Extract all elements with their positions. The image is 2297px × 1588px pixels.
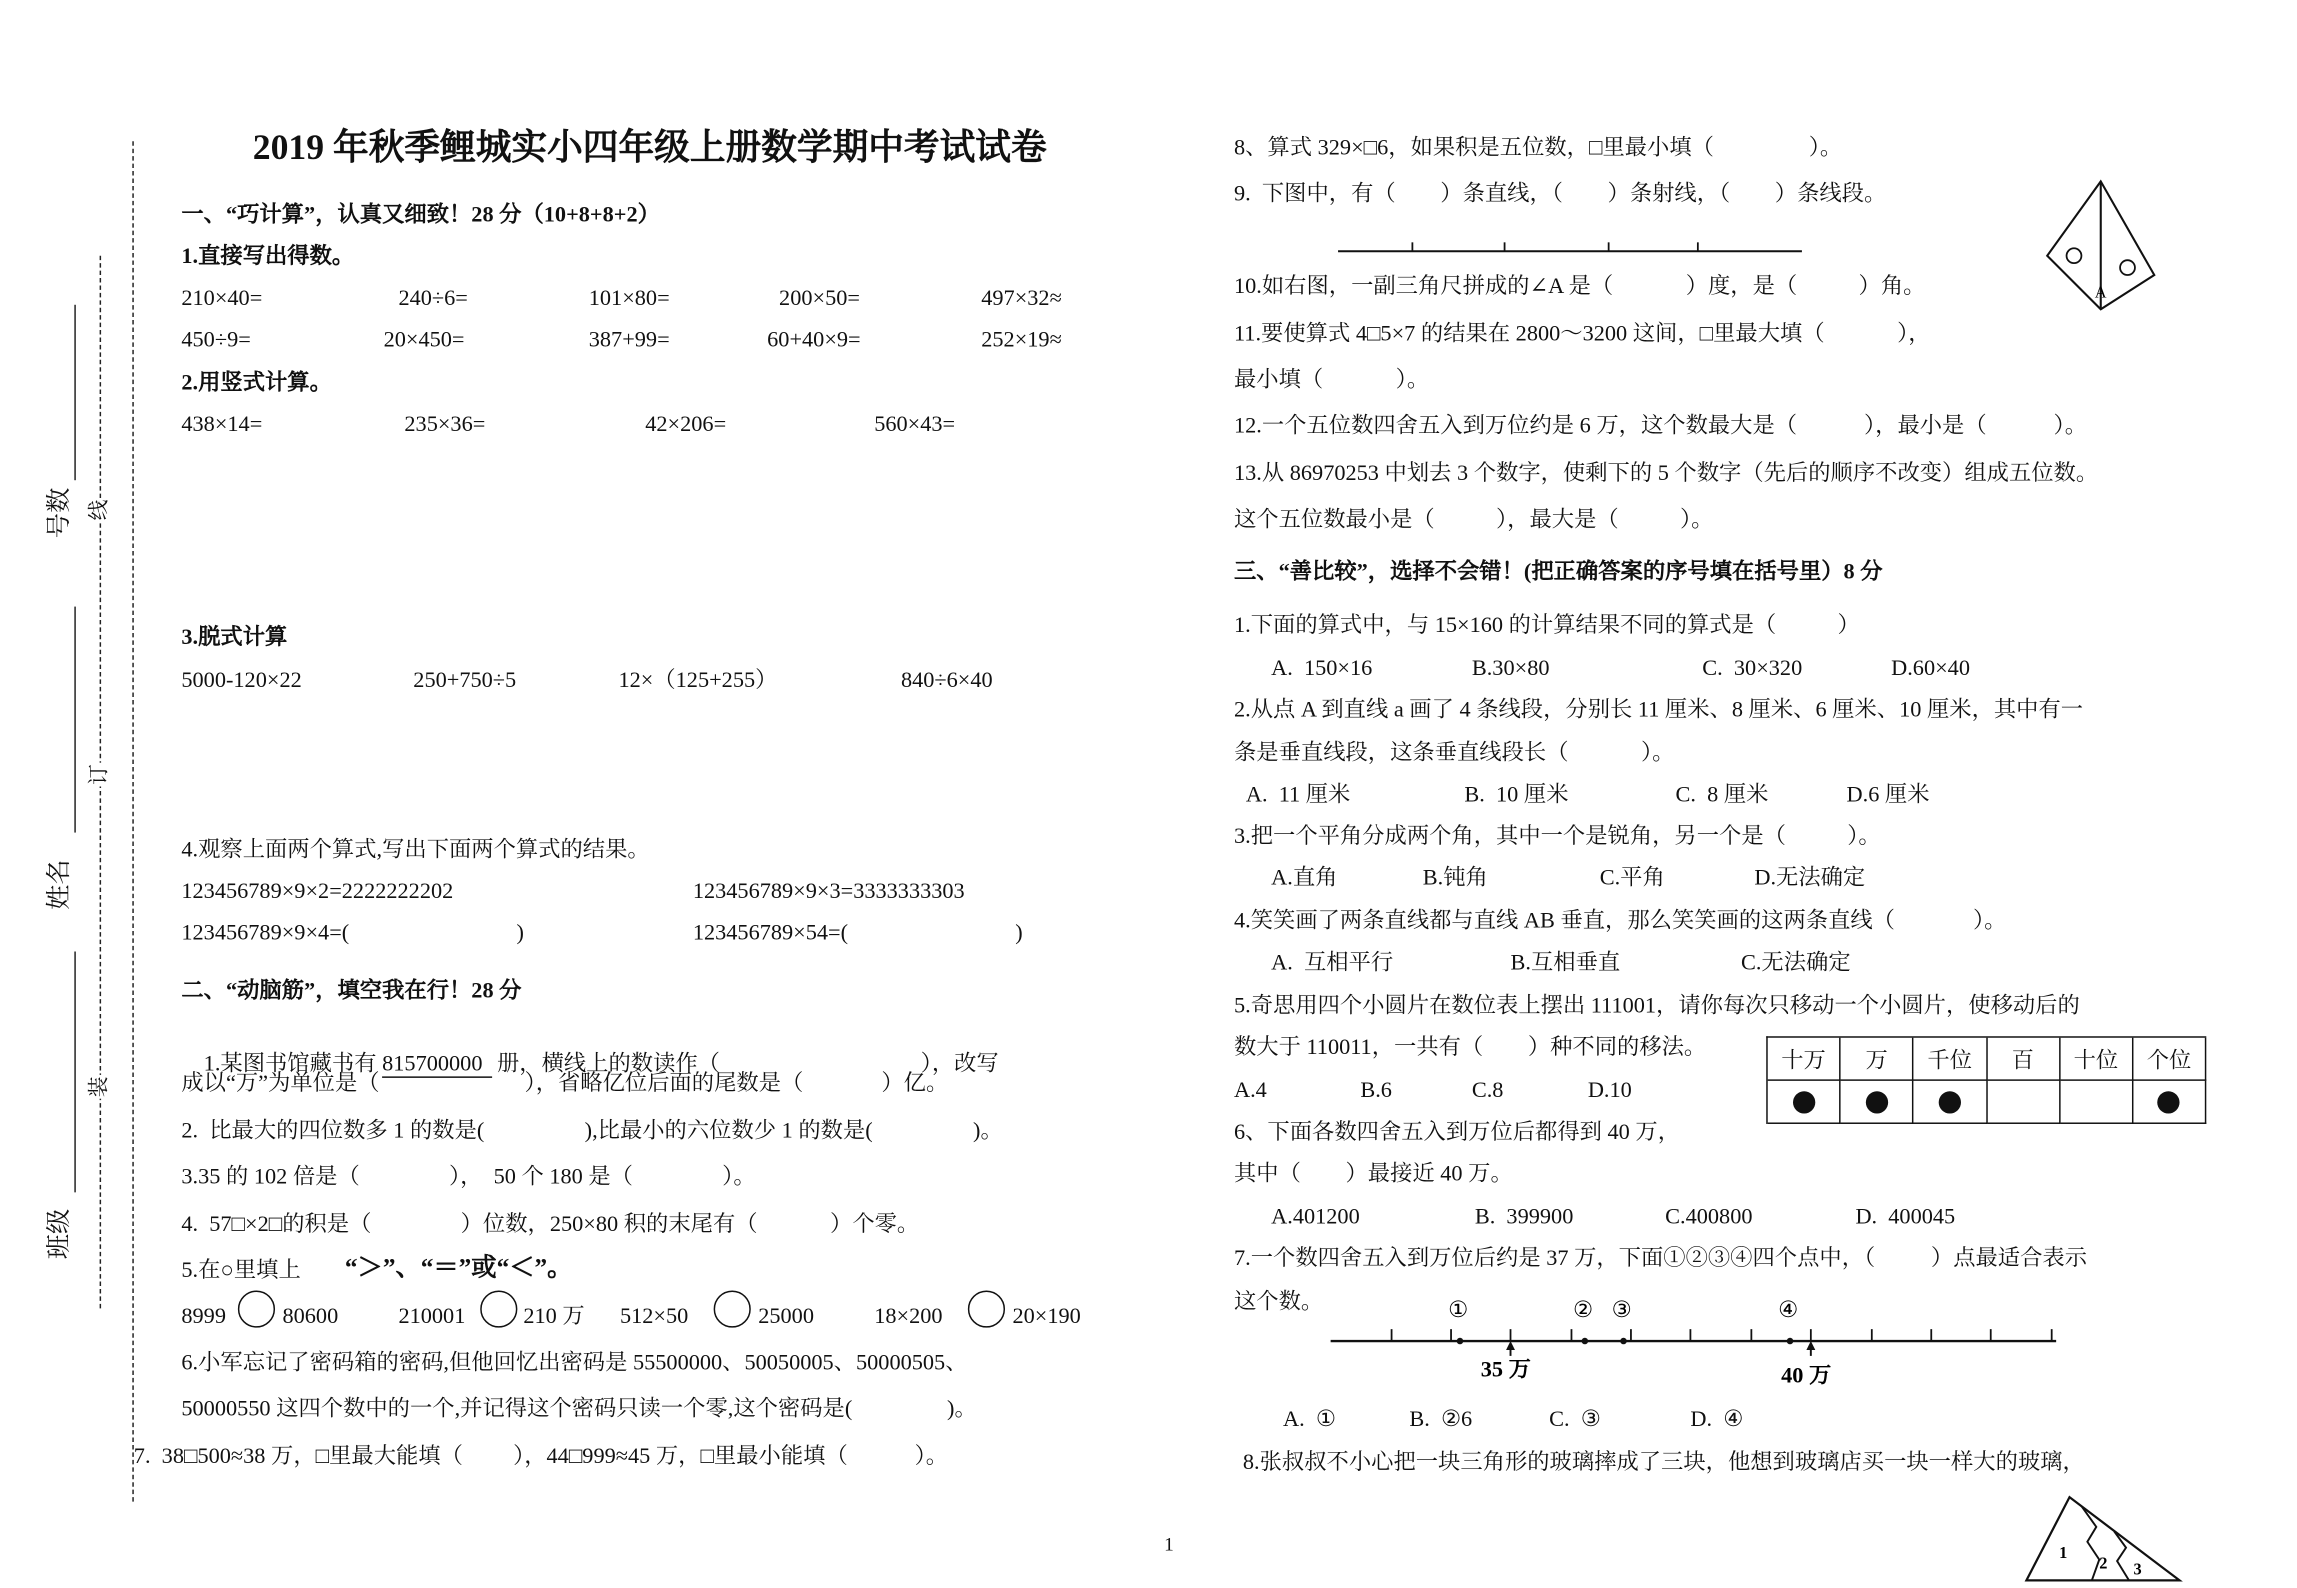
compare-left: 18×200 — [874, 1305, 943, 1330]
section3-heading: 三、“善比较”，选择不会错！(把正确答案的序号填在括号里）8 分 — [1233, 560, 1883, 585]
choice-option: C. ③ — [1549, 1407, 1601, 1432]
fill-q11-line1: 11.要使算式 4□5×7 的结果在 2800～3200 这间，□里最大填（ ）， — [1233, 322, 1931, 347]
fill-q10: 10.如右图，一副三角尺拼成的∠A 是（ ）度，是（ ）角。 — [1233, 275, 1926, 299]
line-figure — [1335, 230, 1805, 260]
vertical-item: 42×206= — [645, 413, 727, 438]
section2-heading: 二、“动脑筋”，填空我在行！28 分 — [181, 979, 522, 1004]
choice-option: B.6 — [1360, 1079, 1392, 1104]
oral-item: 200×50= — [779, 286, 860, 311]
choice-option: D.无法确定 — [1754, 866, 1866, 891]
fill-q7: 7. 38□500≈38 万，□里最大能填（ ），44□999≈45 万，□里最小能填（ ）。 — [133, 1445, 949, 1469]
fill-q5-prefix: 5.在○里填上 — [181, 1259, 301, 1284]
choice-q5-stem: 5.奇思用四个小圆片在数位表上摆出 111001，请你每次只移动一个小圆片，使移动后的 — [1233, 994, 2080, 1019]
place-value-slot — [1987, 1081, 2060, 1124]
stepwise-calc-heading: 3.脱式计算 — [181, 625, 288, 650]
place-value-header: 万 — [1841, 1038, 1914, 1081]
compare-left: 210001 — [398, 1305, 466, 1330]
place-value-slot — [1768, 1081, 1841, 1124]
page-number: 1 — [1164, 1532, 1174, 1556]
counter-chip — [1792, 1091, 1814, 1113]
choice-q8-stem: 8.张叔叔不小心把一块三角形的玻璃摔成了三块，他想到玻璃店买一块一样大的玻璃， — [1242, 1451, 2085, 1475]
oral-item: 60+40×9= — [767, 328, 861, 353]
piece-label: 1 — [2059, 1543, 2068, 1563]
pattern-given: 123456789×9×2=2222222202 — [181, 880, 454, 904]
binding-mark-line: 线 — [86, 498, 116, 522]
place-value-header: 千位 — [1914, 1038, 1987, 1081]
binding-dashed-line-outer — [132, 141, 133, 1501]
choice-option: D. ④ — [1690, 1407, 1744, 1432]
class-write-line — [74, 952, 75, 1193]
pattern-blank: 123456789×54=( ) — [692, 921, 1023, 946]
stepwise-item: 12×（125+255） — [618, 669, 778, 693]
choice-q7-stem: 7.一个数四舍五入到万位后约是 37 万，下面①②③④四个点中，（ ）点最适合表示 — [1233, 1247, 2088, 1272]
counter-chip — [1939, 1091, 1961, 1113]
place-value-header: 个位 — [2133, 1038, 2206, 1081]
choice-option: B. 10 厘米 — [1464, 783, 1569, 808]
choice-option: A. ① — [1283, 1407, 1336, 1432]
choice-option: D.10 — [1587, 1079, 1632, 1104]
choice-option: B.30×80 — [1471, 657, 1550, 681]
broken-triangle-figure — [2022, 1491, 2186, 1586]
vertical-item: 235×36= — [404, 413, 486, 438]
fill-q1-cont: 成以“万”为单位是（ ），省略亿位后面的尾数是（ ）亿。 — [181, 1071, 949, 1096]
number-write-line — [74, 305, 75, 480]
place-value-slot — [1841, 1081, 1914, 1124]
oral-item: 387+99= — [588, 328, 670, 353]
choice-q1-stem: 1.下面的算式中，与 15×160 的计算结果不同的算式是（ ） — [1233, 614, 1860, 638]
compare-left: 8999 — [181, 1305, 226, 1330]
choice-option: C.400800 — [1665, 1205, 1753, 1230]
counter-chip — [2158, 1091, 2180, 1113]
choice-option: D.6 厘米 — [1846, 783, 1930, 808]
point-label: ① — [1448, 1297, 1469, 1323]
choice-q4-stem: 4.笑笑画了两条直线都与直线 AB 垂直，那么笑笑画的这两条直线（ ）。 — [1233, 909, 2007, 934]
place-value-slot — [2133, 1081, 2206, 1124]
compare-circle — [480, 1290, 517, 1327]
vertical-item: 438×14= — [181, 413, 263, 438]
choice-q2-stem: 2.从点 A 到直线 a 画了 4 条线段，分别长 11 厘米、8 厘米、6 厘米、10 厘米，其中有一 — [1233, 698, 2084, 723]
choice-option: D. 400045 — [1855, 1205, 1956, 1230]
point-label: ④ — [1778, 1297, 1799, 1323]
place-value-header: 十位 — [2060, 1038, 2133, 1081]
place-value-slot — [2060, 1081, 2133, 1124]
fill-q1-suffix: 册，横线上的数读作（ ），改写 — [491, 1052, 999, 1077]
binding-mark-bind: 装 — [86, 1075, 116, 1099]
place-value-slot — [1914, 1081, 1987, 1124]
compare-right: 25000 — [758, 1305, 814, 1330]
fill-q1-prefix: 1.某图书馆藏书有 — [203, 1052, 383, 1077]
pattern-heading: 4.观察上面两个算式,写出下面两个算式的结果。 — [181, 838, 650, 863]
choice-q6-stem-cont: 其中（ ）最接近 40 万。 — [1233, 1162, 1513, 1187]
choice-q7-stem-cont: 这个数。 — [1233, 1290, 1324, 1315]
choice-option: A.401200 — [1271, 1205, 1360, 1230]
compare-circle — [714, 1290, 751, 1327]
binding-mark-order: 订 — [86, 763, 116, 787]
field-number-label: 号数 — [44, 487, 73, 539]
choice-q3-stem: 3.把一个平角分成两个角，其中一个是锐角，另一个是（ ）。 — [1233, 825, 1881, 849]
choice-option: B.钝角 — [1422, 866, 1488, 891]
stepwise-item: 5000-120×22 — [181, 669, 302, 693]
stepwise-item: 250+750÷5 — [413, 669, 517, 693]
choice-option: C.无法确定 — [1740, 951, 1851, 976]
choice-option: C. 8 厘米 — [1675, 783, 1769, 808]
tick-label-35: 35 万 — [1480, 1356, 1531, 1382]
fill-q13-line1: 13.从 86970253 中划去 3 个数字，使剩下的 5 个数字（先后的顺序不改变）组成五位数。 — [1233, 462, 2099, 487]
vertical-item: 560×43= — [874, 413, 956, 438]
place-value-table — [1766, 1036, 2206, 1124]
choice-option: A.直角 — [1271, 866, 1338, 891]
place-value-header: 十万 — [1768, 1038, 1841, 1081]
oral-item: 101×80= — [588, 286, 670, 311]
point-label: ② — [1572, 1297, 1593, 1323]
field-name-label: 姓名 — [44, 859, 73, 910]
name-write-line — [74, 607, 75, 833]
compare-right: 20×190 — [1012, 1305, 1081, 1330]
pattern-given: 123456789×9×3=3333333303 — [692, 880, 965, 904]
fill-q12: 12.一个五位数四舍五入到万位约是 6 万，这个数最大是（ ），最小是（ ）。 — [1233, 414, 2088, 439]
vertical-calc-heading: 2.用竖式计算。 — [181, 371, 332, 396]
stepwise-item: 840÷6×40 — [900, 669, 993, 693]
choice-option: A. 11 厘米 — [1245, 783, 1351, 808]
fill-q6-line2: 50000550 这四个数中的一个,并记得这个密码只读一个零,这个密码是( )。 — [181, 1397, 977, 1422]
choice-option: A.4 — [1233, 1079, 1267, 1104]
choice-option: D.60×40 — [1891, 657, 1970, 681]
oral-item: 210×40= — [181, 286, 263, 311]
angle-a-label: A — [2094, 282, 2107, 302]
compare-right: 210 万 — [523, 1305, 585, 1330]
choice-q6-stem: 6、下面各数四舍五入到万位后都得到 40 万， — [1233, 1120, 1681, 1145]
piece-label: 3 — [2133, 1559, 2142, 1579]
oral-calc-heading: 1.直接写出得数。 — [181, 245, 355, 270]
section1-heading: 一、“巧计算”，认真又细致！28 分（10+8+8+2） — [181, 203, 660, 228]
choice-option: B. 399900 — [1474, 1205, 1574, 1230]
fill-q3: 3.35 的 102 倍是（ ）， 50 个 180 是（ ）。 — [181, 1165, 756, 1190]
choice-option: C.8 — [1471, 1079, 1504, 1104]
oral-item: 450÷9= — [181, 328, 251, 353]
point-label: ③ — [1611, 1297, 1632, 1323]
counter-chip — [1865, 1091, 1887, 1113]
choice-option: A. 互相平行 — [1271, 951, 1394, 976]
tick-label-40: 40 万 — [1781, 1362, 1832, 1388]
oral-item: 252×19≈ — [981, 328, 1062, 353]
place-value-header: 百 — [1987, 1038, 2060, 1081]
fill-q6-line1: 6.小军忘记了密码箱的密码,但他回忆出密码是 55500000、50050005、50000505、 — [181, 1351, 968, 1376]
fill-q5-symbols: “＞”、“＝”或“＜”。 — [344, 1253, 573, 1282]
choice-q2-stem-cont: 条是垂直线段，这条垂直线段长（ ）。 — [1233, 741, 1675, 766]
fill-q4: 4. 57□×2□的积是（ ）位数，250×80 积的末尾有（ ）个零。 — [181, 1213, 920, 1237]
choice-option: C.平角 — [1599, 866, 1665, 891]
choice-option: B.互相垂直 — [1510, 951, 1621, 976]
choice-option: A. 150×16 — [1271, 657, 1373, 681]
oral-item: 497×32≈ — [981, 286, 1062, 311]
compare-circle — [968, 1290, 1005, 1327]
oral-item: 20×450= — [383, 328, 465, 353]
choice-q5-stem-cont: 数大于 110011，一共有（ ）种不同的移法。 — [1233, 1036, 1707, 1061]
page-title: 2019 年秋季鲤城实小四年级上册数学期中考试试卷 — [252, 129, 1047, 169]
piece-label: 2 — [2099, 1553, 2108, 1573]
compare-right: 80600 — [282, 1305, 339, 1330]
fill-q11-line2: 最小填（ ）。 — [1233, 368, 1430, 393]
choice-option: B. ②6 — [1409, 1407, 1473, 1432]
fill-q2: 2. 比最大的四位数多 1 的数是( ),比最小的六位数少 1 的数是( )。 — [181, 1119, 1003, 1144]
field-class-label: 班级 — [44, 1208, 73, 1260]
underlined-number: 815700000 — [382, 1053, 491, 1078]
set-square-figure — [2037, 175, 2165, 318]
fill-q9: 9. 下图中，有（ ）条直线，（ ）条射线，（ ）条线段。 — [1233, 182, 1887, 207]
oral-item: 240÷6= — [398, 286, 468, 311]
pattern-blank: 123456789×9×4=( ) — [181, 921, 524, 946]
compare-circle — [238, 1290, 275, 1327]
number-line-figure — [1323, 1288, 2066, 1392]
choice-option: C. 30×320 — [1702, 657, 1803, 681]
fill-q8: 8、算式 329×□6，如果积是五位数，□里最小填（ ）。 — [1233, 136, 1843, 161]
fill-q13-line2: 这个五位数最小是（ ），最大是（ ）。 — [1233, 508, 1714, 533]
compare-left: 512×50 — [619, 1305, 689, 1330]
